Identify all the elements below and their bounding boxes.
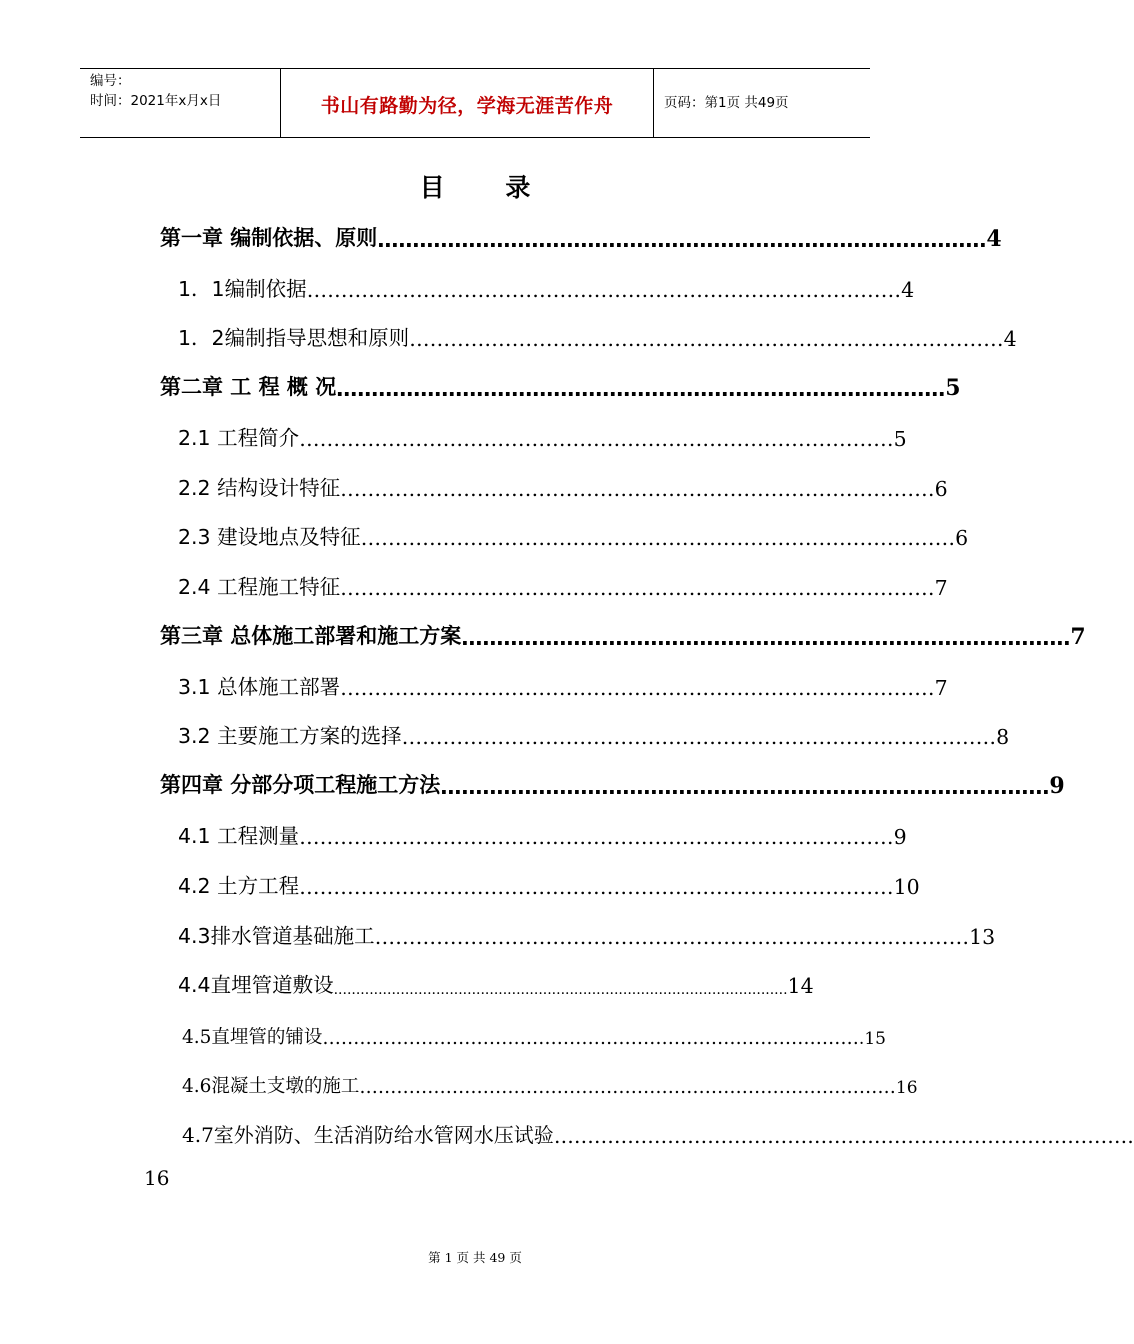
toc-entry-label: 3.1 总体施工部署 [178, 675, 341, 699]
toc-entry-page: 4 [1003, 327, 1017, 351]
toc-entry-page: 5 [945, 375, 961, 401]
toc-entry-page: 6 [934, 477, 948, 501]
motto-text: 书山有路勤为径，学海无涯苦作舟 [320, 95, 614, 117]
header-info-cell [80, 69, 281, 137]
toc-entry-label: 4.3排水管道基础施工 [178, 924, 375, 948]
toc-entry-page: 6 [955, 526, 969, 550]
toc-leader-dots: …………………………………………………………………………… [340, 676, 935, 700]
toc-entry-page: .15 [858, 1029, 886, 1049]
toc-entry-label: 1．2编制指导思想和原则 [178, 326, 410, 350]
toc-leader-dots: …………………………………………………………………………… [306, 278, 902, 302]
document-time: 时间：2021年x月x日 [90, 93, 222, 109]
toc-entry-page: 9 [893, 825, 907, 849]
toc-entry-label: 3.2 主要施工方案的选择 [178, 724, 402, 748]
toc-entry-page: 4 [986, 226, 1002, 252]
header-page-cell [654, 69, 870, 137]
toc-entry-2-3[interactable] [178, 514, 969, 550]
toc-entry-label: 1．1编制依据 [178, 277, 307, 301]
toc-leader-dots: …………………………………………………………………………… [553, 1124, 1134, 1148]
toc-entry-label: 第四章 分部分项工程施工方法 [160, 773, 441, 797]
toc-entry-2-4[interactable] [178, 564, 948, 600]
header-motto-cell [281, 69, 654, 137]
document-number: 编号： [90, 73, 131, 89]
toc-entry-page: 4 [901, 278, 915, 302]
toc-entry-2-1[interactable] [178, 415, 907, 451]
toc-leader-dots: …………………………………………………………………………… [374, 925, 970, 949]
toc-entry-page: 7 [934, 676, 948, 700]
toc-leader-dots: …………………………………………………………………………… [299, 825, 894, 849]
toc-entry-4-6[interactable] [182, 1062, 918, 1098]
page-footer: 第 1 页 共 49 页 [428, 1250, 522, 1265]
toc-entry-1-2[interactable] [178, 315, 1017, 351]
header-page-info: 页码：第1页 共49页 [664, 95, 789, 111]
toc-entry-page: 13 [969, 925, 996, 949]
toc-entry-page: 5 [893, 427, 907, 451]
toc-entry-2-2[interactable] [178, 465, 948, 501]
toc-entry-page: 14 [787, 974, 814, 998]
toc-leader-dots: …………………………………………………………………………… [401, 725, 997, 749]
toc-leader-dots: …………………………………………………………………………… [409, 327, 1004, 351]
toc-entry-4-5[interactable] [182, 1013, 886, 1049]
toc-entry-4-1[interactable] [178, 813, 907, 849]
toc-entry-page: 7 [934, 576, 948, 600]
toc-entry-page: 16 [895, 1078, 918, 1098]
toc-entry-label: 2.4 工程施工特征 [178, 575, 341, 599]
toc-entry-4-2[interactable] [178, 863, 920, 899]
toc-leader-dots: …………………………………………………………………………… [360, 526, 956, 550]
toc-entry-chapter-2[interactable] [160, 365, 961, 401]
toc-entry-label: 4.5直埋管的铺设 [182, 1027, 323, 1048]
toc-entry-label: 2.2 结构设计特征 [178, 476, 341, 500]
toc-entry-chapter-4[interactable] [160, 763, 1065, 799]
toc-leader-dots: …………………………………………………………………………… [299, 875, 894, 899]
toc-entry-label: 4.2 土方工程 [178, 874, 300, 898]
header-table [80, 68, 870, 138]
toc-entry-label: 第三章 总体施工部署和施工方案 [160, 624, 462, 648]
toc-leader-dots: …………………………………………………………………………… [322, 1028, 859, 1049]
toc-entry-chapter-3[interactable] [160, 614, 1086, 650]
toc-leader-dots: …………………………………………………………………………… [340, 576, 935, 600]
toc-entry-label: 2.1 工程简介 [178, 426, 300, 450]
toc-title: 目 录 [419, 173, 557, 202]
toc-leader-dots: …………………………………………………………………………… [336, 377, 946, 401]
toc-entry-label: 4.1 工程测量 [178, 824, 300, 848]
toc-entry-page: 9 [1049, 773, 1065, 799]
toc-leader-dots: …………………………………………………………………………… [340, 477, 935, 501]
toc-entry-label: 4.6混凝土支墩的施工 [182, 1076, 360, 1097]
toc-entry-label: 2.3 建设地点及特征 [178, 525, 361, 549]
toc-leader-dots: …………………………………………………………………………… [440, 775, 1050, 799]
toc-entry-chapter-1[interactable] [160, 216, 1002, 252]
toc-entry-label: 第一章 编制依据、原则 [160, 226, 378, 250]
toc-entry-label: 第二章 工 程 概 况 [160, 375, 337, 399]
toc-entry-4-3[interactable] [178, 913, 996, 949]
toc-leader-dots: …………………………………………………………………………… [461, 626, 1071, 650]
toc-leader-dots: …………………………………………………………………………… [299, 427, 894, 451]
toc-leader-dots: …………………………………………………………………………… [377, 228, 987, 252]
toc-entry-1-1[interactable] [178, 266, 915, 302]
toc-entry-page: 10 [893, 875, 920, 899]
toc-leader-dots: ...................................................................................................... [333, 982, 788, 998]
toc-entry-4-7[interactable] [182, 1112, 1134, 1148]
toc-leader-dots: …………………………………………………………………………… [359, 1077, 896, 1098]
toc-entry-label: 4.7室外消防、生活消防给水管网水压试验 [182, 1123, 554, 1147]
toc-entry-label: 4.4直埋管道敷设 [178, 973, 334, 997]
toc-wrapped-page-number: 16 [144, 1166, 170, 1190]
toc-entry-4-4[interactable] [178, 962, 814, 998]
toc-entry-3-2[interactable] [178, 713, 1010, 749]
toc-entry-page: 7 [1070, 624, 1086, 650]
toc-entry-3-1[interactable] [178, 664, 948, 700]
toc-entry-page: 8 [996, 725, 1010, 749]
